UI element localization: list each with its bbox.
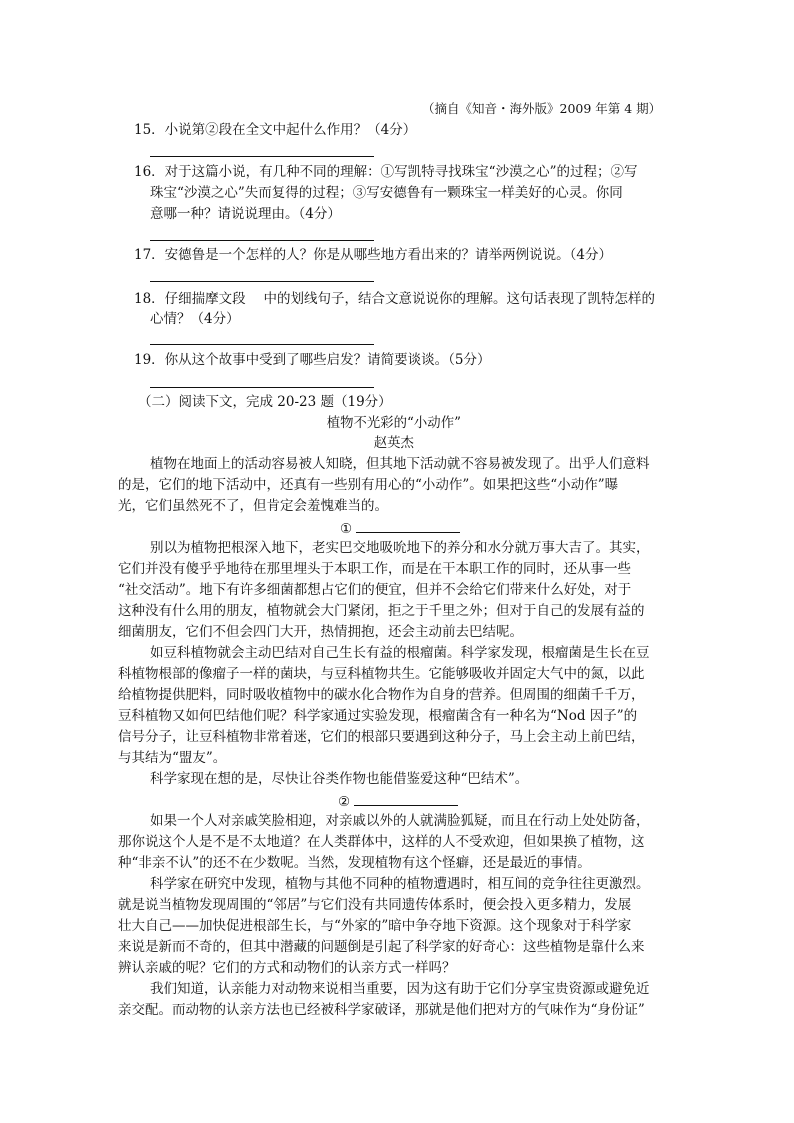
paragraph-line: 科植物根部的像瘤子一样的菌块，与豆科植物共生。它能够吸收并固定大气中的氮，以此 bbox=[118, 666, 645, 682]
paragraph-line: 的是，它们的地下活动中，还真有一些别有用心的“小动作”。如果把这些“小动作”曝 bbox=[118, 477, 619, 493]
question-18-line2: 心情？（4分） bbox=[150, 311, 240, 327]
paragraph-line: 亲交配。而动物的认亲方法也已经被科学家破译，那就是他们把对方的气味作为“身份证” bbox=[118, 1002, 645, 1018]
paragraph-line: “社交活动”。地下有许多细菌都想占它们的便宜，但并不会给它们带来什么好处，对于 bbox=[118, 582, 632, 598]
paragraph-line: 这种没有什么用的朋友，植物就会大门紧闭，拒之于千里之外；但对于自己的发展有益的 bbox=[118, 603, 645, 619]
marker-1-number: ① bbox=[340, 521, 353, 537]
question-16-line2: 珠宝“沙漠之心”失而复得的过程；③写安德鲁有一颗珠宝一样美好的心灵。你同 bbox=[150, 185, 623, 201]
paragraph-line: 植物在地面上的活动容易被人知晓，但其地下活动就不容易被发现了。出乎人们意料 bbox=[150, 456, 650, 472]
section-heading: （二）阅读下文，完成 20-23 题（19分） bbox=[138, 394, 392, 410]
paragraph-line: 科学家在研究中发现，植物与其他不同种的植物遭遇时，相互间的竞争往往更激烈。 bbox=[150, 876, 650, 892]
question-16-line3: 意哪一种？请说说理由。（4分） bbox=[150, 206, 341, 222]
section-marker-1 bbox=[340, 518, 460, 538]
article-title: 植物不光彩的“小动作” bbox=[326, 415, 461, 431]
question-15: 15．小说第②段在全文中起什么作用？（4分） bbox=[134, 122, 417, 138]
section-marker-2 bbox=[338, 791, 458, 811]
answer-line-15 bbox=[150, 156, 374, 157]
paragraph-line: 光，它们虽然死不了，但肯定会羞愧难当的。 bbox=[118, 498, 388, 514]
paragraph-line: 壮大自己——加快促进根部生长，与“外家的”暗中争夺地下资源。这个现象对于科学家 bbox=[118, 918, 632, 934]
paragraph-line: 如果一个人对亲戚笑脸相迎，对亲戚以外的人就满脸狐疑，而且在行动上处处防备， bbox=[150, 813, 650, 829]
question-19: 19．你从这个故事中受到了哪些启发？请简要谈谈。（5分） bbox=[134, 352, 491, 368]
paragraph-line: 细菌朋友，它们不但会四门大开，热情拥抱，还会主动前去巴结呢。 bbox=[118, 624, 523, 640]
question-18-line1: 18．仔细揣摩文段 中的划线句子，结合文意说说你的理解。这句话表现了凯特怎样的 bbox=[134, 291, 655, 307]
paragraph-line: 别以为植物把根深入地下，老实巴交地吸吮地下的养分和水分就万事大吉了。其实， bbox=[150, 540, 650, 556]
marker-2-number: ② bbox=[338, 794, 351, 810]
paragraph-line: 豆科植物又如何巴结他们呢？科学家通过实验发现，根瘤菌含有一种名为“Nod 因子”的 bbox=[118, 708, 638, 724]
paragraph-line: 辨认亲戚的呢？它们的方式和动物们的认亲方式一样吗？ bbox=[118, 960, 456, 976]
paragraph-line: 与其结为“盟友”。 bbox=[118, 750, 227, 766]
marker-2-blank bbox=[354, 791, 458, 806]
marker-1-blank bbox=[356, 518, 460, 533]
paragraph-line: 种“非亲不认”的还不在少数呢。当然，发现植物有这个怪癖，还是最近的事情。 bbox=[118, 855, 591, 871]
answer-line-19 bbox=[150, 387, 374, 388]
question-16-line1: 16．对于这篇小说，有几种不同的理解：①写凯特寻找珠宝“沙漠之心”的过程；②写 bbox=[134, 164, 638, 180]
paragraph-line: 科学家现在想的是，尽快让谷类作物也能借鉴爱这种“巴结术”。 bbox=[150, 771, 529, 787]
paragraph-line: 来说是新而不奇的，但其中潜藏的问题倒是引起了科学家的好奇心：这些植物是靠什么来 bbox=[118, 939, 645, 955]
paragraph-line: 信号分子，让豆科植物非常着迷，它们的根部只要遇到这种分子，马上会主动上前巴结， bbox=[118, 729, 645, 745]
article-author: 赵英杰 bbox=[373, 435, 414, 451]
paragraph-line: 那你说这个人是不是不太地道？在人类群体中，这样的人不受欢迎，但如果换了植物，这 bbox=[118, 834, 645, 850]
paragraph-line: 给植物提供肥料，同时吸收植物中的碳水化合物作为自身的营养。但周围的细菌千千万， bbox=[118, 687, 645, 703]
answer-line-17 bbox=[150, 281, 374, 282]
paragraph-line: 我们知道，认亲能力对动物来说相当重要，因为这有助于它们分享宝贵资源或避免近 bbox=[150, 981, 650, 997]
answer-line-18 bbox=[150, 344, 374, 345]
answer-line-16 bbox=[150, 240, 374, 241]
question-17: 17．安德鲁是一个怎样的人？你是从哪些地方看出来的？请举两例说说。（4分） bbox=[134, 247, 613, 263]
paragraph-line: 它们并没有傻乎乎地待在那里埋头于本职工作，而是在干本职工作的同时，还从事一些 bbox=[118, 561, 631, 577]
paragraph-line: 如豆科植物就会主动巴结对自己生长有益的根瘤菌。科学家发现，根瘤菌是生长在豆 bbox=[150, 645, 650, 661]
paragraph-line: 就是说当植物发现周围的“邻居”与它们没有共同遗传体系时，便会投入更多精力，发展 bbox=[118, 897, 632, 913]
source-citation: （摘自《知音・海外版》2009 年第 4 期） bbox=[422, 101, 662, 116]
